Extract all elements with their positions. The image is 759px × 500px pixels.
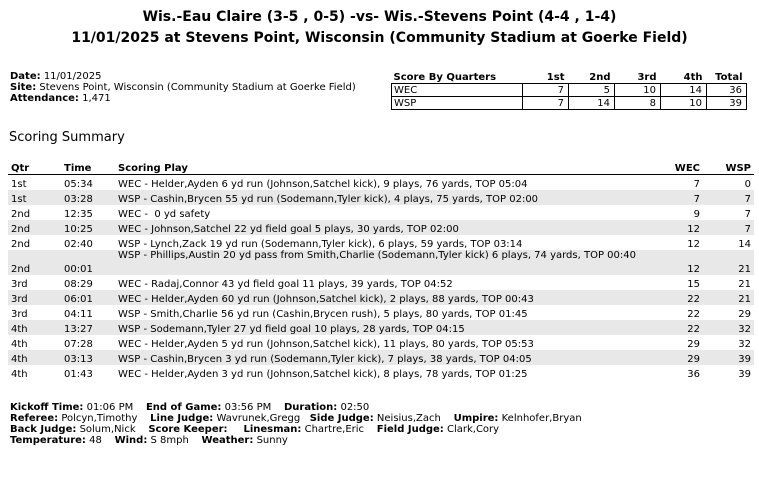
play-cell: WSP - Sodemann,Tyler 27 yd field goal 10 plays, 28 yards, TOP 04:15 [115, 320, 660, 335]
quarter-score: 7 [523, 97, 569, 110]
wec-score-cell: 29 [660, 350, 703, 365]
quarter-score: 5 [569, 84, 615, 97]
scoring-row [8, 350, 754, 365]
wsp-score-cell: 7 [703, 190, 754, 205]
total-score: 39 [707, 97, 747, 110]
play-cell: WEC - Helder,Ayden 5 yd run (Johnson,Satchel kick), 11 plays, 80 yards, TOP 05:53 [118, 339, 534, 350]
quarter-score: 10 [661, 97, 707, 110]
quarter-col-header: 1st [546, 71, 565, 83]
wec-score-cell: 15 [687, 279, 700, 290]
duration-value: 02:50 [340, 402, 370, 413]
scoring-row [8, 320, 754, 335]
wind-label: Wind: [114, 435, 148, 446]
back-judge-label: Back Judge: [10, 424, 77, 435]
wec-score-cell: 36 [687, 369, 700, 380]
scoring-row [8, 175, 754, 191]
wsp-score-cell: 39 [703, 350, 754, 365]
qtr-cell: 1st [8, 190, 61, 205]
quarters-row-wec [392, 84, 747, 97]
officials-line-1 [10, 413, 582, 424]
time-cell: 05:34 [64, 179, 93, 190]
wsp-score-cell: 0 [744, 179, 751, 190]
kickoff-label: Kickoff Time: [10, 402, 84, 413]
scoring-header-row [8, 162, 754, 175]
temperature-value: 48 [89, 435, 102, 446]
qtr-cell: 2nd [8, 220, 61, 235]
play-cell: WEC - Johnson,Satchel 22 yd field goal 5 plays, 30 yards, TOP 02:00 [115, 220, 660, 235]
qtr-cell: 1st [11, 179, 27, 190]
line-judge-label: Line Judge: [150, 413, 214, 424]
qtr-cell: 3rd [8, 290, 61, 305]
game-officials-info [10, 402, 582, 446]
wind-value: S 8mph [150, 435, 189, 446]
play-cell: WEC - 0 yd safety [118, 209, 211, 220]
time-cell: 07:28 [64, 339, 93, 350]
qtr-cell: 4th [8, 350, 61, 365]
play-cell: WSP - Smith,Charlie 56 yd run (Cashin,Brycen rush), 5 plays, 80 yards, TOP 01:45 [118, 309, 528, 320]
quarter-col-header: 3rd [637, 71, 657, 83]
qtr-cell: 4th [11, 369, 28, 380]
scoring-summary-table [8, 162, 754, 380]
time-cell: 10:25 [61, 220, 115, 235]
quarters-heading: Score By Quarters [393, 71, 497, 83]
wsp-score-cell: 14 [738, 239, 751, 250]
scoring-row [8, 220, 754, 235]
game-info [10, 71, 356, 104]
time-cell: 06:01 [61, 290, 115, 305]
time-cell: 12:35 [64, 209, 93, 220]
wsp-score-cell: 21 [703, 250, 754, 275]
quarter-col-header: 4th [683, 71, 703, 83]
score-keeper-label: Score Keeper: [148, 424, 228, 435]
game-subtitle: 11/01/2025 at Stevens Point, Wisconsin (Community Stadium at Goerke Field) [71, 30, 688, 46]
game-title: Wis.-Eau Claire (3-5 , 0-5) -vs- Wis.-Stevens Point (4-4 , 1-4) [142, 9, 617, 25]
quarters-header-row [392, 71, 747, 84]
attendance-line [10, 93, 356, 104]
quarter-score: 14 [569, 97, 615, 110]
wec-score-cell: 7 [693, 179, 700, 190]
play-cell: WSP - Cashin,Brycen 3 yd run (Sodemann,Tyler kick), 7 plays, 38 yards, TOP 04:05 [115, 350, 660, 365]
field-judge-label: Field Judge: [376, 424, 444, 435]
quarters-row-wsp [392, 97, 747, 110]
play-cell: WSP - Cashin,Brycen 55 yd run (Sodemann,Tyler kick), 4 plays, 75 yards, TOP 02:00 [115, 190, 660, 205]
site-label: Site: [10, 82, 37, 93]
kickoff-value: 01:06 PM [86, 402, 134, 413]
total-col-header: Total [715, 71, 743, 83]
wsp-score-cell: 7 [703, 220, 754, 235]
referee-value: Polcyn,Timothy [61, 413, 138, 424]
total-score: 36 [707, 84, 747, 97]
play-cell: WEC - Helder,Ayden 60 yd run (Johnson,Satchel kick), 2 plays, 88 yards, TOP 00:43 [115, 290, 660, 305]
quarter-score: 7 [523, 84, 569, 97]
time-col-header: Time [61, 162, 115, 175]
qtr-cell: 4th [8, 320, 61, 335]
qtr-cell: 3rd [11, 309, 28, 320]
scoring-row [8, 235, 754, 250]
quarter-score: 8 [615, 97, 661, 110]
site-value: Stevens Point, Wisconsin (Community Stadium at Goerke Field) [39, 82, 356, 93]
time-cell: 03:28 [61, 190, 115, 205]
wsp-score-cell: 39 [738, 369, 751, 380]
time-cell: 00:01 [61, 250, 115, 275]
attendance-label: Attendance: [10, 93, 79, 104]
scoring-summary-heading: Scoring Summary [9, 130, 125, 145]
times-line [10, 402, 582, 413]
time-cell: 04:11 [64, 309, 93, 320]
time-cell: 08:29 [64, 279, 93, 290]
time-cell: 13:27 [61, 320, 115, 335]
end-value: 03:56 PM [224, 402, 272, 413]
wsp-score-cell: 32 [703, 320, 754, 335]
team-name: WEC [392, 84, 523, 97]
wsp-col-header: WSP [703, 162, 754, 175]
field-judge-value: Clark,Cory [446, 424, 500, 435]
score-by-quarters-table [391, 71, 747, 110]
wsp-score-cell: 21 [738, 279, 751, 290]
play-col-header: Scoring Play [115, 162, 660, 175]
linesman-label: Linesman: [243, 424, 302, 435]
quarter-score: 14 [661, 84, 707, 97]
qtr-cell: 4th [11, 339, 28, 350]
qtr-cell: 3rd [11, 279, 28, 290]
time-cell: 01:43 [64, 369, 93, 380]
qtr-col-header: Qtr [8, 162, 61, 175]
play-cell: WEC - Helder,Ayden 3 yd run (Johnson,Satchel kick), 8 plays, 78 yards, TOP 01:25 [118, 369, 528, 380]
wec-score-cell: 22 [687, 309, 700, 320]
line-judge-value: Wavrunek,Gregg [216, 413, 301, 424]
time-cell: 03:13 [61, 350, 115, 365]
wsp-score-cell: 32 [738, 339, 751, 350]
wec-score-cell: 9 [693, 209, 700, 220]
umpire-label: Umpire: [453, 413, 499, 424]
wec-score-cell: 12 [687, 239, 700, 250]
referee-label: Referee: [10, 413, 59, 424]
side-judge-label: Side Judge: [309, 413, 374, 424]
weather-label: Weather: [201, 435, 254, 446]
back-judge-value: Solum,Nick [79, 424, 136, 435]
wec-score-cell: 22 [660, 320, 703, 335]
scoring-row [8, 290, 754, 305]
wec-score-cell: 7 [660, 190, 703, 205]
umpire-value: Kelnhofer,Bryan [501, 413, 582, 424]
scoring-row [8, 250, 754, 275]
qtr-cell: 2nd [11, 209, 31, 220]
date-label: Date: [10, 71, 41, 82]
quarter-col-header: 2nd [589, 71, 611, 83]
team-name: WSP [392, 97, 523, 110]
officials-line-2 [10, 424, 582, 435]
wec-score-cell: 29 [687, 339, 700, 350]
wec-score-cell: 12 [660, 250, 703, 275]
side-judge-value: Neisius,Zach [376, 413, 441, 424]
duration-label: Duration: [283, 402, 338, 413]
wsp-score-cell: 21 [703, 290, 754, 305]
scoring-row [8, 305, 754, 320]
wec-score-cell: 22 [660, 290, 703, 305]
date-line [10, 71, 356, 82]
wec-score-cell: 12 [660, 220, 703, 235]
scoring-row [8, 365, 754, 380]
scoring-row [8, 275, 754, 290]
scoring-row [8, 205, 754, 220]
qtr-cell: 2nd [8, 250, 61, 275]
play-cell: WEC - Radaj,Connor 43 yd field goal 11 plays, 39 yards, TOP 04:52 [118, 279, 453, 290]
weather-line [10, 435, 582, 446]
attendance-value: 1,471 [82, 93, 111, 104]
date-value: 11/01/2025 [43, 71, 102, 82]
scoring-row [8, 335, 754, 350]
play-cell: WEC - Helder,Ayden 6 yd run (Johnson,Satchel kick), 9 plays, 76 yards, TOP 05:04 [118, 179, 528, 190]
wec-col-header: WEC [660, 162, 703, 175]
play-cell: WSP - Lynch,Zack 19 yd run (Sodemann,Tyler kick), 6 plays, 59 yards, TOP 03:14 [118, 239, 523, 250]
play-cell: WSP - Phillips,Austin 20 yd pass from Smith,Charlie (Sodemann,Tyler kick) 6 plays, 74 yards, TOP 00:40 [115, 250, 660, 275]
wsp-score-cell: 7 [744, 209, 751, 220]
end-label: End of Game: [145, 402, 222, 413]
site-line [10, 82, 356, 93]
weather-value: Sunny [256, 435, 288, 446]
time-cell: 02:40 [64, 239, 93, 250]
wsp-score-cell: 29 [738, 309, 751, 320]
temperature-label: Temperature: [10, 435, 86, 446]
linesman-value: Chartre,Eric [304, 424, 365, 435]
scoring-row [8, 190, 754, 205]
qtr-cell: 2nd [11, 239, 31, 250]
quarter-score: 10 [615, 84, 661, 97]
